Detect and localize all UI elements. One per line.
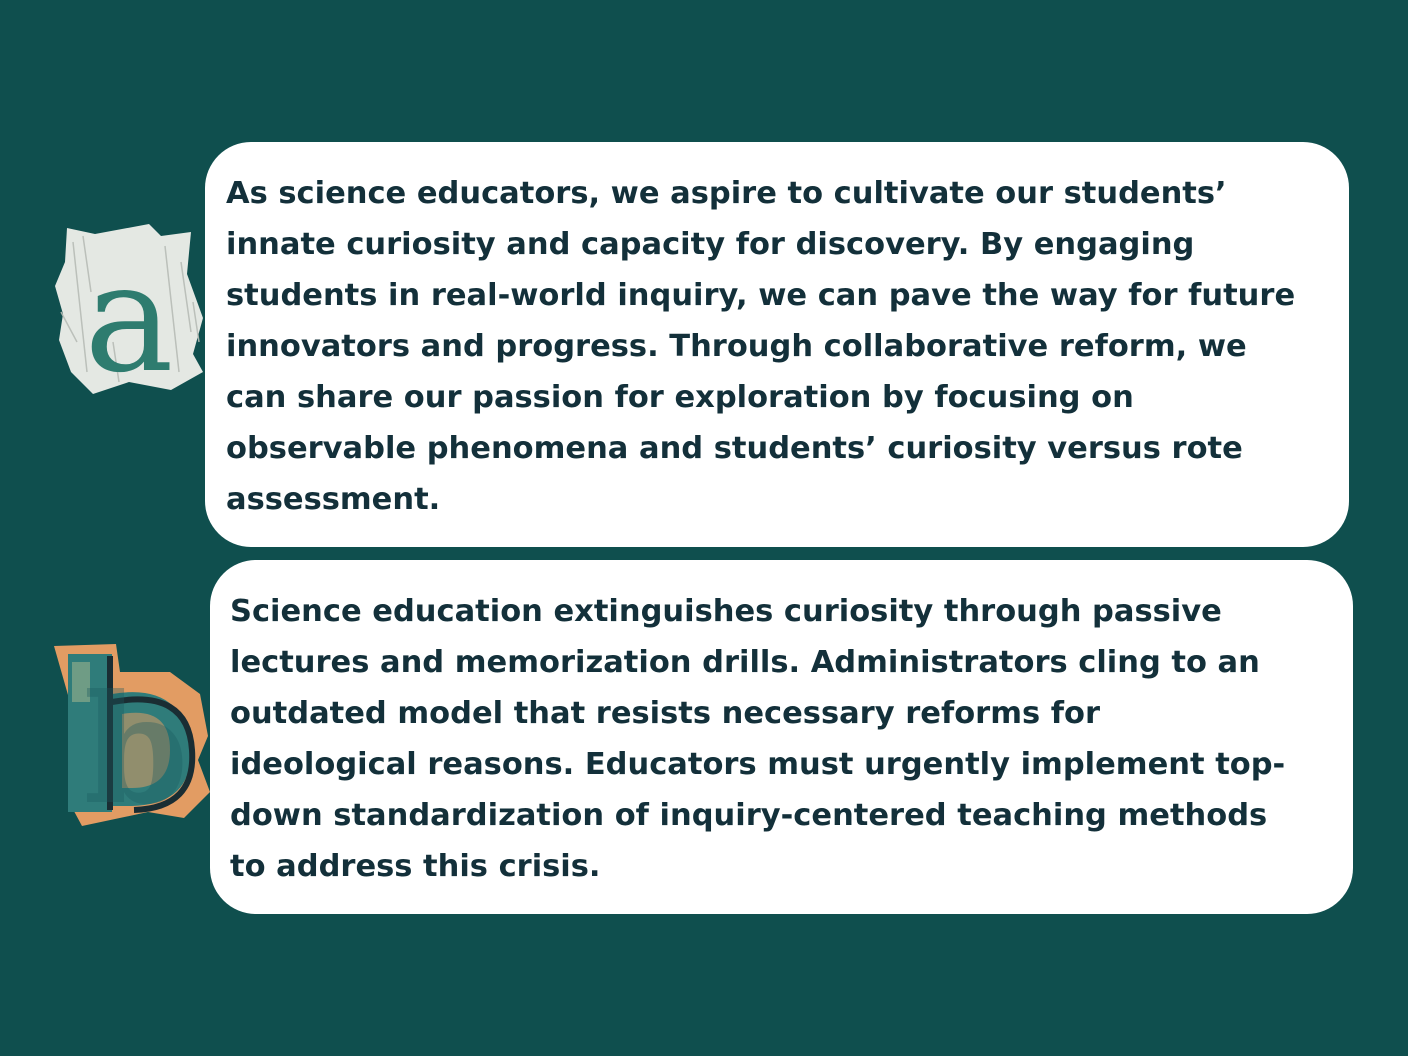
letter-a-glyph: a — [84, 232, 174, 396]
letter-a-icon — [53, 222, 205, 396]
option-a-text: As science educators, we aspire to cultivate our students’ innate curiosity and capacity for discovery. By engaging students in real-world inquiry, we can pave the way for future innovators and progress. Through collaborative reform, we can share our passion for exploration by focusing on observable phenomena and students’ curiosity versus rote assessment. — [226, 176, 1296, 517]
option-b-text: Science education extinguishes curiosity through passive lectures and memorization drills. Administrators cling to an outdated model that resists necessary reforms for ideological reasons. Educators must urgently implement top- down standardization of inquiry-centered teaching methods to address this crisis. — [230, 594, 1286, 884]
option-a-card — [205, 142, 1349, 547]
letter-b-glyph: b — [83, 662, 189, 828]
option-b-card — [210, 560, 1353, 914]
letter-b-icon — [52, 642, 212, 828]
